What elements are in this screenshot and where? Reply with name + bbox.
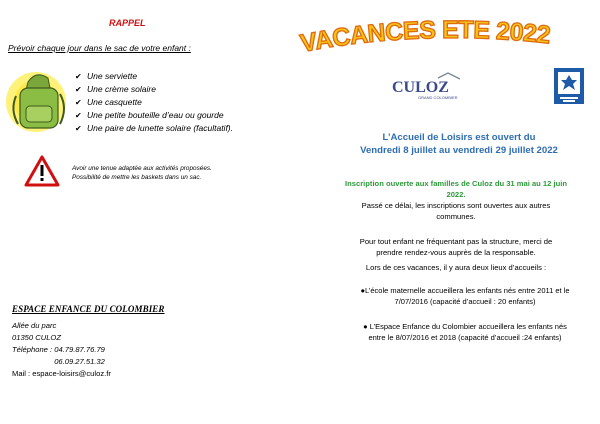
list-item-label: Une crème solaire (87, 84, 156, 94)
ecole-line: ●L’école maternelle accueillera les enfants nés entre 2011 et le (360, 286, 570, 295)
list-item (75, 70, 233, 83)
check-icon: ✔ (75, 72, 82, 81)
list-item (75, 122, 233, 135)
culoz-logo (392, 72, 462, 102)
mail-line: Mail : espace-loisirs@culoz.fr (12, 369, 111, 378)
phone-line: Téléphone : 04.79.87.76.79 (12, 345, 105, 354)
checklist (75, 70, 233, 135)
espace-enfance-line: entre le 8/07/2016 et 2018 (capacité d’accueil :24 enfants) (368, 333, 562, 342)
tenue-note (72, 164, 212, 182)
headline-text: VACANCES ETE 2022 (298, 18, 552, 58)
svg-text:VACANCES ETE 2022 (298, 18, 551, 58)
list-item (75, 109, 233, 122)
phone-line: 06.09.27.51.32 (12, 357, 105, 366)
check-icon: ✔ (75, 111, 82, 120)
espace-title: ESPACE ENFANCE DU COLOMBIER (12, 304, 165, 314)
pour-line: prendre rendez-vous auprès de la responsable. (376, 248, 536, 257)
caf-logo (554, 68, 584, 104)
list-item-label: Une casquette (87, 97, 142, 107)
address-line: Allée du parc (12, 321, 57, 330)
headline (296, 18, 586, 68)
address-line: 01350 CULOZ (12, 333, 61, 342)
espace-enfance-line: ● L’Espace Enfance du Colombier accueillera les enfants nés (363, 322, 567, 331)
list-item-label: Une petite bouteille d’eau ou gourde (87, 110, 224, 120)
tenue-line: Possibilité de mettre les baskets dans un sac. (72, 174, 202, 181)
delai-block (324, 200, 588, 222)
pour-block (324, 236, 588, 258)
list-item (75, 83, 233, 96)
espace-enfance-block (332, 321, 598, 343)
backpack-icon (6, 62, 76, 138)
list-item-label: Une serviette (87, 71, 138, 81)
contact-block (12, 320, 111, 380)
check-icon: ✔ (75, 85, 82, 94)
accueil-dates: Vendredi 8 juillet au vendredi 29 juillet 2022 (360, 145, 558, 156)
ecole-line: 7/07/2016 (capacité d’accueil : 20 enfants) (394, 297, 536, 306)
delai-line: communes. (436, 212, 476, 221)
inscription-line: 2022. (446, 190, 466, 199)
rappel-title: RAPPEL (109, 18, 146, 28)
culoz-logo-text: CULOZ (392, 79, 449, 96)
culoz-logo-sub: GRAND COLOMBIER (418, 95, 458, 100)
inscription-block (324, 178, 588, 200)
accueil-block (318, 131, 600, 157)
check-icon: ✔ (75, 124, 82, 133)
accueil-line: L’Accueil de Loisirs est ouvert du (382, 132, 536, 143)
prevoir-heading: Prévoir chaque jour dans le sac de votre enfant : (8, 43, 191, 53)
lors-line: Lors de ces vacances, il y aura deux lieux d’accueils : (365, 263, 547, 272)
delai-line: Passé ce délai, les inscriptions sont ouvertes aux autres (361, 201, 551, 210)
check-icon: ✔ (75, 98, 82, 107)
list-item (75, 96, 233, 109)
tenue-line: Avoir une tenue adaptée aux activités proposées. (72, 165, 212, 172)
pour-line: Pour tout enfant ne fréquentant pas la structure, merci de (359, 237, 553, 246)
warning-icon (24, 155, 60, 187)
inscription-line: Inscription ouverte aux familles de Culoz du 31 mai au 12 juin (345, 179, 567, 188)
list-item-label: Une paire de lunette solaire (facultatif). (87, 123, 233, 133)
ecole-block (332, 285, 598, 307)
